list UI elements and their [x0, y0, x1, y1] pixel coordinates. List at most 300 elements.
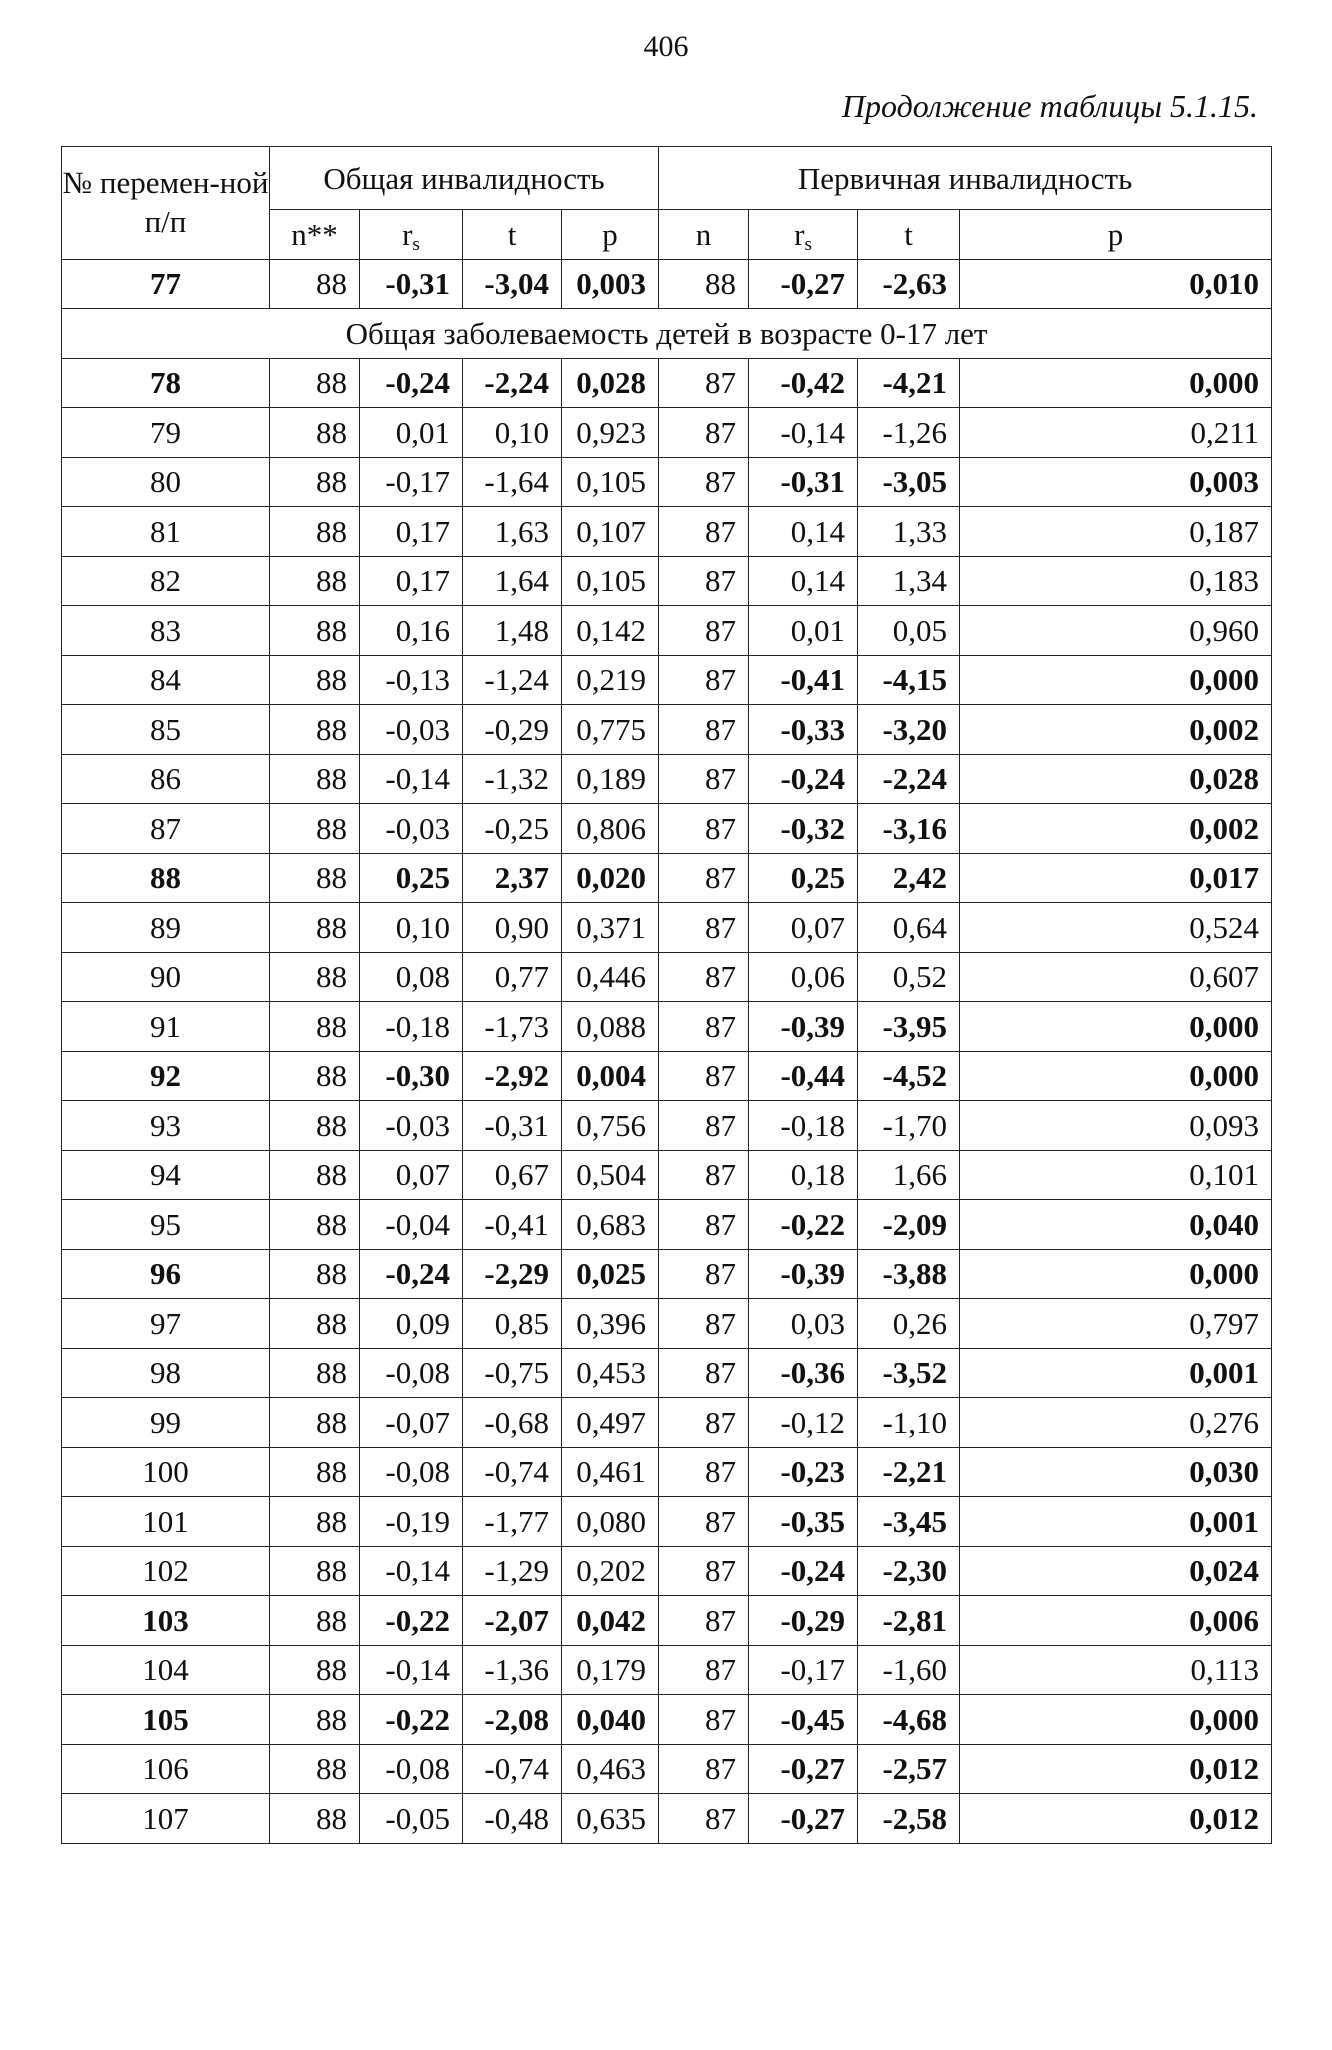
rs-subscript: s	[412, 233, 420, 255]
cell-t-total: -2,29	[463, 1249, 562, 1299]
table-row	[62, 556, 1272, 606]
cell-rs-total: 0,10	[360, 903, 463, 953]
data-table	[61, 146, 1272, 1844]
cell-p-total: 0,142	[562, 606, 659, 656]
cell-rs-primary: -0,14	[749, 408, 858, 458]
cell-n-primary: 87	[659, 1596, 749, 1646]
table-row	[62, 358, 1272, 408]
cell-n-total: 88	[270, 1348, 360, 1398]
row-id-cell: 80	[62, 457, 270, 507]
cell-rs-primary: -0,18	[749, 1101, 858, 1151]
cell-rs-total: 0,08	[360, 952, 463, 1002]
cell-p-total: 0,028	[562, 358, 659, 408]
col-header-p-total: p	[562, 210, 659, 260]
cell-p-total: 0,202	[562, 1546, 659, 1596]
cell-p-total: 0,446	[562, 952, 659, 1002]
cell-n-total: 88	[270, 507, 360, 557]
table-row	[62, 606, 1272, 656]
cell-t-primary: -2,58	[858, 1794, 960, 1844]
cell-p-total: 0,635	[562, 1794, 659, 1844]
cell-p-total: 0,497	[562, 1398, 659, 1448]
cell-t-total: -0,74	[463, 1447, 562, 1497]
row-id-cell: 77	[62, 259, 270, 309]
cell-rs-primary: -0,33	[749, 705, 858, 755]
cell-p-total: 0,504	[562, 1150, 659, 1200]
cell-rs-total: -0,08	[360, 1744, 463, 1794]
cell-rs-total: 0,01	[360, 408, 463, 458]
table-row	[62, 1101, 1272, 1151]
cell-rs-total: -0,14	[360, 1546, 463, 1596]
row-id-cell: 83	[62, 606, 270, 656]
row-id-cell: 99	[62, 1398, 270, 1448]
cell-rs-total: -0,22	[360, 1695, 463, 1745]
row-id-cell: 79	[62, 408, 270, 458]
cell-t-primary: 0,05	[858, 606, 960, 656]
table-row	[62, 1497, 1272, 1547]
cell-p-primary: 0,006	[960, 1596, 1272, 1646]
cell-p-total: 0,105	[562, 556, 659, 606]
page-number: 406	[643, 30, 689, 63]
table-row	[62, 259, 1272, 309]
cell-t-total: -0,74	[463, 1744, 562, 1794]
cell-t-total: -3,04	[463, 259, 562, 309]
cell-rs-total: -0,07	[360, 1398, 463, 1448]
cell-p-total: 0,463	[562, 1744, 659, 1794]
cell-t-total: -0,75	[463, 1348, 562, 1398]
cell-p-primary: 0,211	[960, 408, 1272, 458]
cell-rs-primary: -0,31	[749, 457, 858, 507]
cell-t-primary: -3,88	[858, 1249, 960, 1299]
cell-p-total: 0,396	[562, 1299, 659, 1349]
col-header-p-primary: p	[960, 210, 1272, 260]
cell-n-total: 88	[270, 1398, 360, 1448]
cell-t-primary: -3,52	[858, 1348, 960, 1398]
cell-n-primary: 87	[659, 1150, 749, 1200]
table-row	[62, 1645, 1272, 1695]
table-row	[62, 1794, 1272, 1844]
cell-n-primary: 87	[659, 1794, 749, 1844]
primary-disability-header: Первичная инвалидность	[659, 147, 1272, 210]
col-header-n-primary: n	[659, 210, 749, 260]
cell-n-total: 88	[270, 1150, 360, 1200]
row-id-cell: 87	[62, 804, 270, 854]
row-id-cell: 91	[62, 1002, 270, 1052]
cell-t-primary: 0,52	[858, 952, 960, 1002]
cell-t-primary: -2,09	[858, 1200, 960, 1250]
cell-n-primary: 87	[659, 1497, 749, 1547]
row-id-cell: 97	[62, 1299, 270, 1349]
table-row	[62, 903, 1272, 953]
table-row	[62, 1249, 1272, 1299]
cell-p-primary: 0,010	[960, 259, 1272, 309]
col-header-t-primary: t	[858, 210, 960, 260]
cell-t-total: 1,64	[463, 556, 562, 606]
cell-t-primary: -2,24	[858, 754, 960, 804]
cell-rs-total: -0,19	[360, 1497, 463, 1547]
row-id-cell: 96	[62, 1249, 270, 1299]
cell-rs-total: -0,22	[360, 1596, 463, 1646]
cell-n-primary: 87	[659, 1002, 749, 1052]
cell-p-total: 0,040	[562, 1695, 659, 1745]
cell-n-total: 88	[270, 1596, 360, 1646]
cell-t-total: -2,24	[463, 358, 562, 408]
cell-p-primary: 0,000	[960, 655, 1272, 705]
table-row	[62, 1695, 1272, 1745]
cell-p-primary: 0,093	[960, 1101, 1272, 1151]
cell-t-primary: -2,81	[858, 1596, 960, 1646]
cell-rs-primary: 0,25	[749, 853, 858, 903]
cell-rs-total: -0,18	[360, 1002, 463, 1052]
cell-n-total: 88	[270, 1299, 360, 1349]
cell-t-primary: -2,57	[858, 1744, 960, 1794]
cell-n-primary: 87	[659, 1695, 749, 1745]
cell-p-primary: 0,524	[960, 903, 1272, 953]
cell-n-total: 88	[270, 754, 360, 804]
cell-p-primary: 0,183	[960, 556, 1272, 606]
cell-t-primary: -1,26	[858, 408, 960, 458]
cell-p-primary: 0,000	[960, 1051, 1272, 1101]
cell-t-primary: 2,42	[858, 853, 960, 903]
cell-rs-primary: -0,17	[749, 1645, 858, 1695]
cell-n-total: 88	[270, 903, 360, 953]
cell-t-total: -1,32	[463, 754, 562, 804]
cell-n-primary: 87	[659, 655, 749, 705]
table-row	[62, 1744, 1272, 1794]
cell-n-primary: 87	[659, 1101, 749, 1151]
cell-rs-primary: -0,36	[749, 1348, 858, 1398]
cell-rs-total: 0,17	[360, 507, 463, 557]
row-id-cell: 102	[62, 1546, 270, 1596]
cell-p-total: 0,004	[562, 1051, 659, 1101]
cell-n-primary: 88	[659, 259, 749, 309]
cell-rs-total: 0,09	[360, 1299, 463, 1349]
cell-t-primary: -3,05	[858, 457, 960, 507]
cell-rs-total: -0,14	[360, 1645, 463, 1695]
row-id-cell: 98	[62, 1348, 270, 1398]
cell-t-primary: 1,66	[858, 1150, 960, 1200]
row-id-cell: 106	[62, 1744, 270, 1794]
cell-rs-primary: -0,44	[749, 1051, 858, 1101]
cell-p-total: 0,107	[562, 507, 659, 557]
cell-rs-total: -0,17	[360, 457, 463, 507]
cell-p-total: 0,080	[562, 1497, 659, 1547]
cell-rs-primary: -0,35	[749, 1497, 858, 1547]
cell-rs-total: 0,25	[360, 853, 463, 903]
table-row	[62, 1596, 1272, 1646]
cell-p-primary: 0,797	[960, 1299, 1272, 1349]
table-row	[62, 1051, 1272, 1101]
cell-n-primary: 87	[659, 1645, 749, 1695]
cell-p-total: 0,088	[562, 1002, 659, 1052]
cell-n-total: 88	[270, 655, 360, 705]
row-id-cell: 90	[62, 952, 270, 1002]
cell-n-primary: 87	[659, 1398, 749, 1448]
cell-n-primary: 87	[659, 754, 749, 804]
col-header-t-total: t	[463, 210, 562, 260]
table-body	[62, 259, 1272, 1843]
cell-rs-primary: 0,01	[749, 606, 858, 656]
cell-t-primary: -1,70	[858, 1101, 960, 1151]
cell-rs-primary: -0,23	[749, 1447, 858, 1497]
row-id-cell: 95	[62, 1200, 270, 1250]
cell-p-primary: 0,187	[960, 507, 1272, 557]
cell-t-total: -1,73	[463, 1002, 562, 1052]
cell-p-total: 0,179	[562, 1645, 659, 1695]
cell-t-total: -2,07	[463, 1596, 562, 1646]
cell-t-total: -1,64	[463, 457, 562, 507]
row-id-cell: 100	[62, 1447, 270, 1497]
rs-label: r	[794, 216, 805, 252]
cell-rs-total: -0,03	[360, 705, 463, 755]
cell-p-primary: 0,028	[960, 754, 1272, 804]
cell-n-primary: 87	[659, 1447, 749, 1497]
cell-rs-primary: 0,14	[749, 507, 858, 557]
table-row	[62, 705, 1272, 755]
cell-rs-primary: -0,39	[749, 1249, 858, 1299]
table-caption: Продолжение таблицы 5.1.15.	[841, 88, 1258, 124]
cell-p-primary: 0,002	[960, 705, 1272, 755]
cell-rs-primary: 0,03	[749, 1299, 858, 1349]
cell-rs-total: -0,24	[360, 358, 463, 408]
cell-rs-primary: -0,27	[749, 259, 858, 309]
row-id-cell: 92	[62, 1051, 270, 1101]
cell-p-primary: 0,001	[960, 1497, 1272, 1547]
row-id-cell: 94	[62, 1150, 270, 1200]
cell-n-primary: 87	[659, 358, 749, 408]
cell-n-primary: 87	[659, 853, 749, 903]
table-row	[62, 1348, 1272, 1398]
cell-rs-primary: -0,22	[749, 1200, 858, 1250]
cell-n-total: 88	[270, 1447, 360, 1497]
rs-subscript: s	[804, 233, 812, 255]
cell-p-primary: 0,012	[960, 1794, 1272, 1844]
cell-n-total: 88	[270, 408, 360, 458]
cell-p-primary: 0,003	[960, 457, 1272, 507]
cell-n-primary: 87	[659, 903, 749, 953]
cell-rs-total: -0,24	[360, 1249, 463, 1299]
cell-p-total: 0,453	[562, 1348, 659, 1398]
row-id-cell: 103	[62, 1596, 270, 1646]
cell-t-total: 0,67	[463, 1150, 562, 1200]
cell-p-total: 0,756	[562, 1101, 659, 1151]
cell-p-total: 0,923	[562, 408, 659, 458]
cell-rs-primary: -0,29	[749, 1596, 858, 1646]
cell-t-primary: -3,20	[858, 705, 960, 755]
row-id-cell: 105	[62, 1695, 270, 1745]
cell-p-primary: 0,000	[960, 1002, 1272, 1052]
cell-n-total: 88	[270, 1546, 360, 1596]
col-header-rs-primary	[749, 210, 858, 260]
row-id-cell: 78	[62, 358, 270, 408]
cell-rs-total: 0,17	[360, 556, 463, 606]
cell-t-primary: -1,10	[858, 1398, 960, 1448]
cell-p-primary: 0,276	[960, 1398, 1272, 1448]
cell-p-total: 0,020	[562, 853, 659, 903]
cell-t-primary: -3,16	[858, 804, 960, 854]
cell-t-total: -0,48	[463, 1794, 562, 1844]
table-row	[62, 1002, 1272, 1052]
cell-p-primary: 0,040	[960, 1200, 1272, 1250]
cell-t-total: 2,37	[463, 853, 562, 903]
cell-rs-primary: -0,39	[749, 1002, 858, 1052]
cell-rs-total: -0,05	[360, 1794, 463, 1844]
cell-t-primary: -4,21	[858, 358, 960, 408]
cell-t-total: 0,90	[463, 903, 562, 953]
cell-t-primary: -2,21	[858, 1447, 960, 1497]
table-row	[62, 1200, 1272, 1250]
row-id-cell: 101	[62, 1497, 270, 1547]
cell-rs-primary: 0,18	[749, 1150, 858, 1200]
cell-t-primary: -4,68	[858, 1695, 960, 1745]
cell-rs-primary: -0,27	[749, 1744, 858, 1794]
total-disability-header: Общая инвалидность	[270, 147, 659, 210]
cell-p-primary: 0,113	[960, 1645, 1272, 1695]
table-row	[62, 754, 1272, 804]
cell-t-total: -2,92	[463, 1051, 562, 1101]
cell-p-total: 0,219	[562, 655, 659, 705]
cell-t-total: -1,36	[463, 1645, 562, 1695]
cell-n-total: 88	[270, 606, 360, 656]
cell-n-total: 88	[270, 1744, 360, 1794]
cell-rs-primary: -0,27	[749, 1794, 858, 1844]
cell-p-total: 0,683	[562, 1200, 659, 1250]
table-header	[62, 147, 1272, 260]
cell-p-primary: 0,101	[960, 1150, 1272, 1200]
cell-rs-total: -0,31	[360, 259, 463, 309]
cell-rs-total: -0,14	[360, 754, 463, 804]
cell-p-total: 0,806	[562, 804, 659, 854]
cell-p-total: 0,042	[562, 1596, 659, 1646]
cell-t-primary: 1,34	[858, 556, 960, 606]
cell-n-total: 88	[270, 1695, 360, 1745]
cell-rs-primary: -0,45	[749, 1695, 858, 1745]
cell-rs-primary: -0,42	[749, 358, 858, 408]
cell-rs-total: -0,13	[360, 655, 463, 705]
cell-p-total: 0,189	[562, 754, 659, 804]
section-title: Общая заболеваемость детей в возрасте 0-17 лет	[62, 309, 1272, 359]
cell-rs-total: 0,16	[360, 606, 463, 656]
cell-n-total: 88	[270, 1497, 360, 1547]
cell-n-primary: 87	[659, 1546, 749, 1596]
cell-n-primary: 87	[659, 1744, 749, 1794]
cell-n-total: 88	[270, 259, 360, 309]
cell-p-total: 0,105	[562, 457, 659, 507]
table-row	[62, 507, 1272, 557]
cell-rs-total: -0,03	[360, 1101, 463, 1151]
cell-p-primary: 0,024	[960, 1546, 1272, 1596]
cell-p-total: 0,003	[562, 259, 659, 309]
row-id-cell: 107	[62, 1794, 270, 1844]
row-id-cell: 81	[62, 507, 270, 557]
variable-number-header: № перемен-ной п/п	[62, 147, 270, 260]
cell-t-primary: 0,64	[858, 903, 960, 953]
cell-n-total: 88	[270, 952, 360, 1002]
cell-n-primary: 87	[659, 1348, 749, 1398]
cell-rs-primary: -0,41	[749, 655, 858, 705]
cell-t-primary: 1,33	[858, 507, 960, 557]
cell-p-primary: 0,017	[960, 853, 1272, 903]
section-row	[62, 309, 1272, 359]
row-id-cell: 86	[62, 754, 270, 804]
cell-n-total: 88	[270, 358, 360, 408]
table-row	[62, 408, 1272, 458]
cell-n-primary: 87	[659, 606, 749, 656]
cell-p-primary: 0,607	[960, 952, 1272, 1002]
table-row	[62, 1299, 1272, 1349]
table-row	[62, 853, 1272, 903]
cell-n-primary: 87	[659, 1200, 749, 1250]
cell-n-primary: 87	[659, 705, 749, 755]
cell-n-total: 88	[270, 1051, 360, 1101]
cell-p-primary: 0,012	[960, 1744, 1272, 1794]
cell-rs-primary: 0,14	[749, 556, 858, 606]
cell-t-primary: -2,63	[858, 259, 960, 309]
table-row	[62, 1398, 1272, 1448]
cell-t-total: -0,25	[463, 804, 562, 854]
cell-n-primary: 87	[659, 952, 749, 1002]
cell-n-primary: 87	[659, 1051, 749, 1101]
cell-rs-total: -0,30	[360, 1051, 463, 1101]
row-id-cell: 82	[62, 556, 270, 606]
cell-t-total: -0,41	[463, 1200, 562, 1250]
table-row	[62, 1150, 1272, 1200]
cell-t-total: 0,85	[463, 1299, 562, 1349]
cell-p-total: 0,025	[562, 1249, 659, 1299]
cell-rs-primary: -0,32	[749, 804, 858, 854]
cell-n-primary: 87	[659, 408, 749, 458]
cell-rs-total: -0,04	[360, 1200, 463, 1250]
cell-t-primary: -4,52	[858, 1051, 960, 1101]
table-row	[62, 1546, 1272, 1596]
cell-p-total: 0,371	[562, 903, 659, 953]
cell-p-total: 0,775	[562, 705, 659, 755]
cell-p-primary: 0,001	[960, 1348, 1272, 1398]
cell-rs-primary: 0,07	[749, 903, 858, 953]
cell-p-primary: 0,000	[960, 1249, 1272, 1299]
cell-n-primary: 87	[659, 507, 749, 557]
table-row	[62, 655, 1272, 705]
row-id-cell: 85	[62, 705, 270, 755]
cell-n-total: 88	[270, 1200, 360, 1250]
cell-t-total: -2,08	[463, 1695, 562, 1745]
cell-n-total: 88	[270, 1101, 360, 1151]
cell-n-primary: 87	[659, 804, 749, 854]
row-id-cell: 93	[62, 1101, 270, 1151]
cell-n-total: 88	[270, 853, 360, 903]
rs-label: r	[402, 216, 413, 252]
cell-n-total: 88	[270, 804, 360, 854]
cell-t-total: -1,24	[463, 655, 562, 705]
cell-p-primary: 0,000	[960, 358, 1272, 408]
cell-rs-primary: 0,06	[749, 952, 858, 1002]
cell-t-primary: -1,60	[858, 1645, 960, 1695]
table-row	[62, 804, 1272, 854]
cell-t-total: 1,63	[463, 507, 562, 557]
cell-n-primary: 87	[659, 1249, 749, 1299]
cell-n-total: 88	[270, 1645, 360, 1695]
cell-t-total: -0,29	[463, 705, 562, 755]
col-header-rs-total	[360, 210, 463, 260]
cell-t-primary: -3,95	[858, 1002, 960, 1052]
table-row	[62, 457, 1272, 507]
cell-rs-total: -0,08	[360, 1348, 463, 1398]
table-row	[62, 1447, 1272, 1497]
cell-t-total: -0,31	[463, 1101, 562, 1151]
cell-t-total: -0,68	[463, 1398, 562, 1448]
cell-n-total: 88	[270, 1794, 360, 1844]
cell-n-total: 88	[270, 1002, 360, 1052]
table-row	[62, 952, 1272, 1002]
